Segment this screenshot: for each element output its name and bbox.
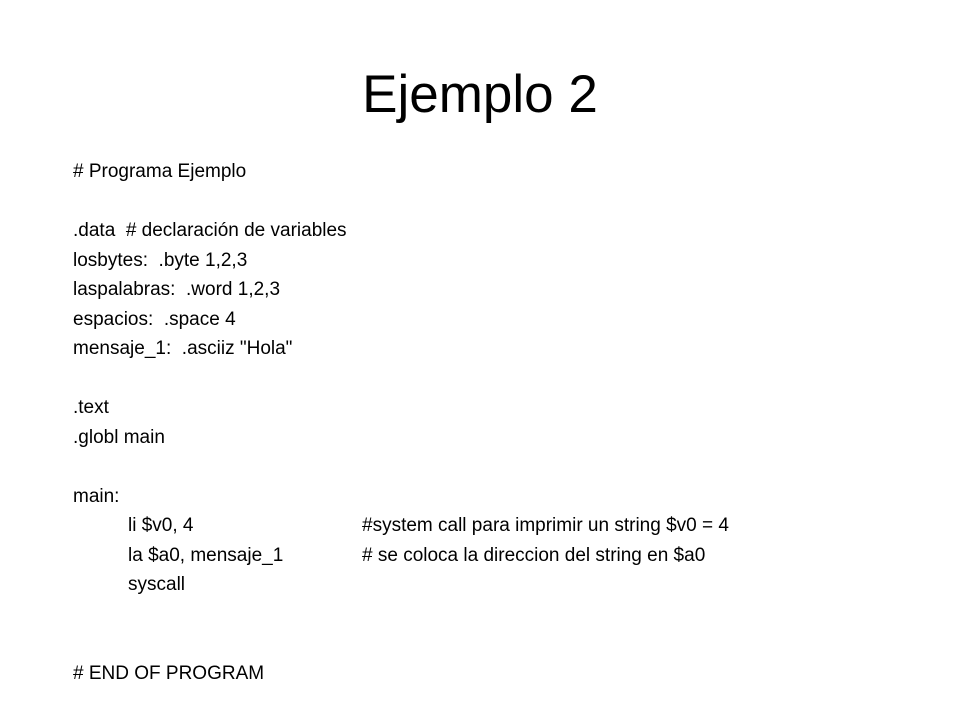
instruction-text: syscall <box>128 574 186 595</box>
code-line-data: losbytes: .byte 1,2,3 <box>73 249 248 271</box>
code-block <box>73 157 933 688</box>
instruction-comment: #system call para imprimir un string $v0 = 4 <box>362 515 729 536</box>
code-line-data-section: .data # declaración de variables <box>73 220 347 241</box>
code-line-data: espacios: .space 4 <box>73 308 236 330</box>
instruction-text: li $v0, 4 <box>128 515 194 536</box>
code-line-main-label: main: <box>73 485 120 507</box>
code-line-instruction <box>73 541 933 571</box>
code-line-instruction <box>73 511 933 541</box>
code-line-data: mensaje_1: .asciiz "Hola" <box>73 338 293 359</box>
blank-line <box>73 187 933 217</box>
code-line-text-section: .text <box>73 397 109 418</box>
blank-line <box>73 364 933 394</box>
code-line-globl: .globl main <box>73 426 165 448</box>
code-line-end-comment: # END OF PROGRAM <box>73 662 265 684</box>
instruction-comment: # se coloca la direccion del string en $a0 <box>362 544 706 566</box>
code-line-instruction <box>73 570 933 600</box>
code-line-data: laspalabras: .word 1,2,3 <box>73 279 281 300</box>
slide-title: Ejemplo 2 <box>362 65 598 124</box>
blank-line <box>73 600 933 630</box>
code-line-header-comment: # Programa Ejemplo <box>73 161 247 182</box>
blank-line <box>73 452 933 482</box>
instruction-text: la $a0, mensaje_1 <box>128 544 284 566</box>
blank-line <box>73 629 933 659</box>
